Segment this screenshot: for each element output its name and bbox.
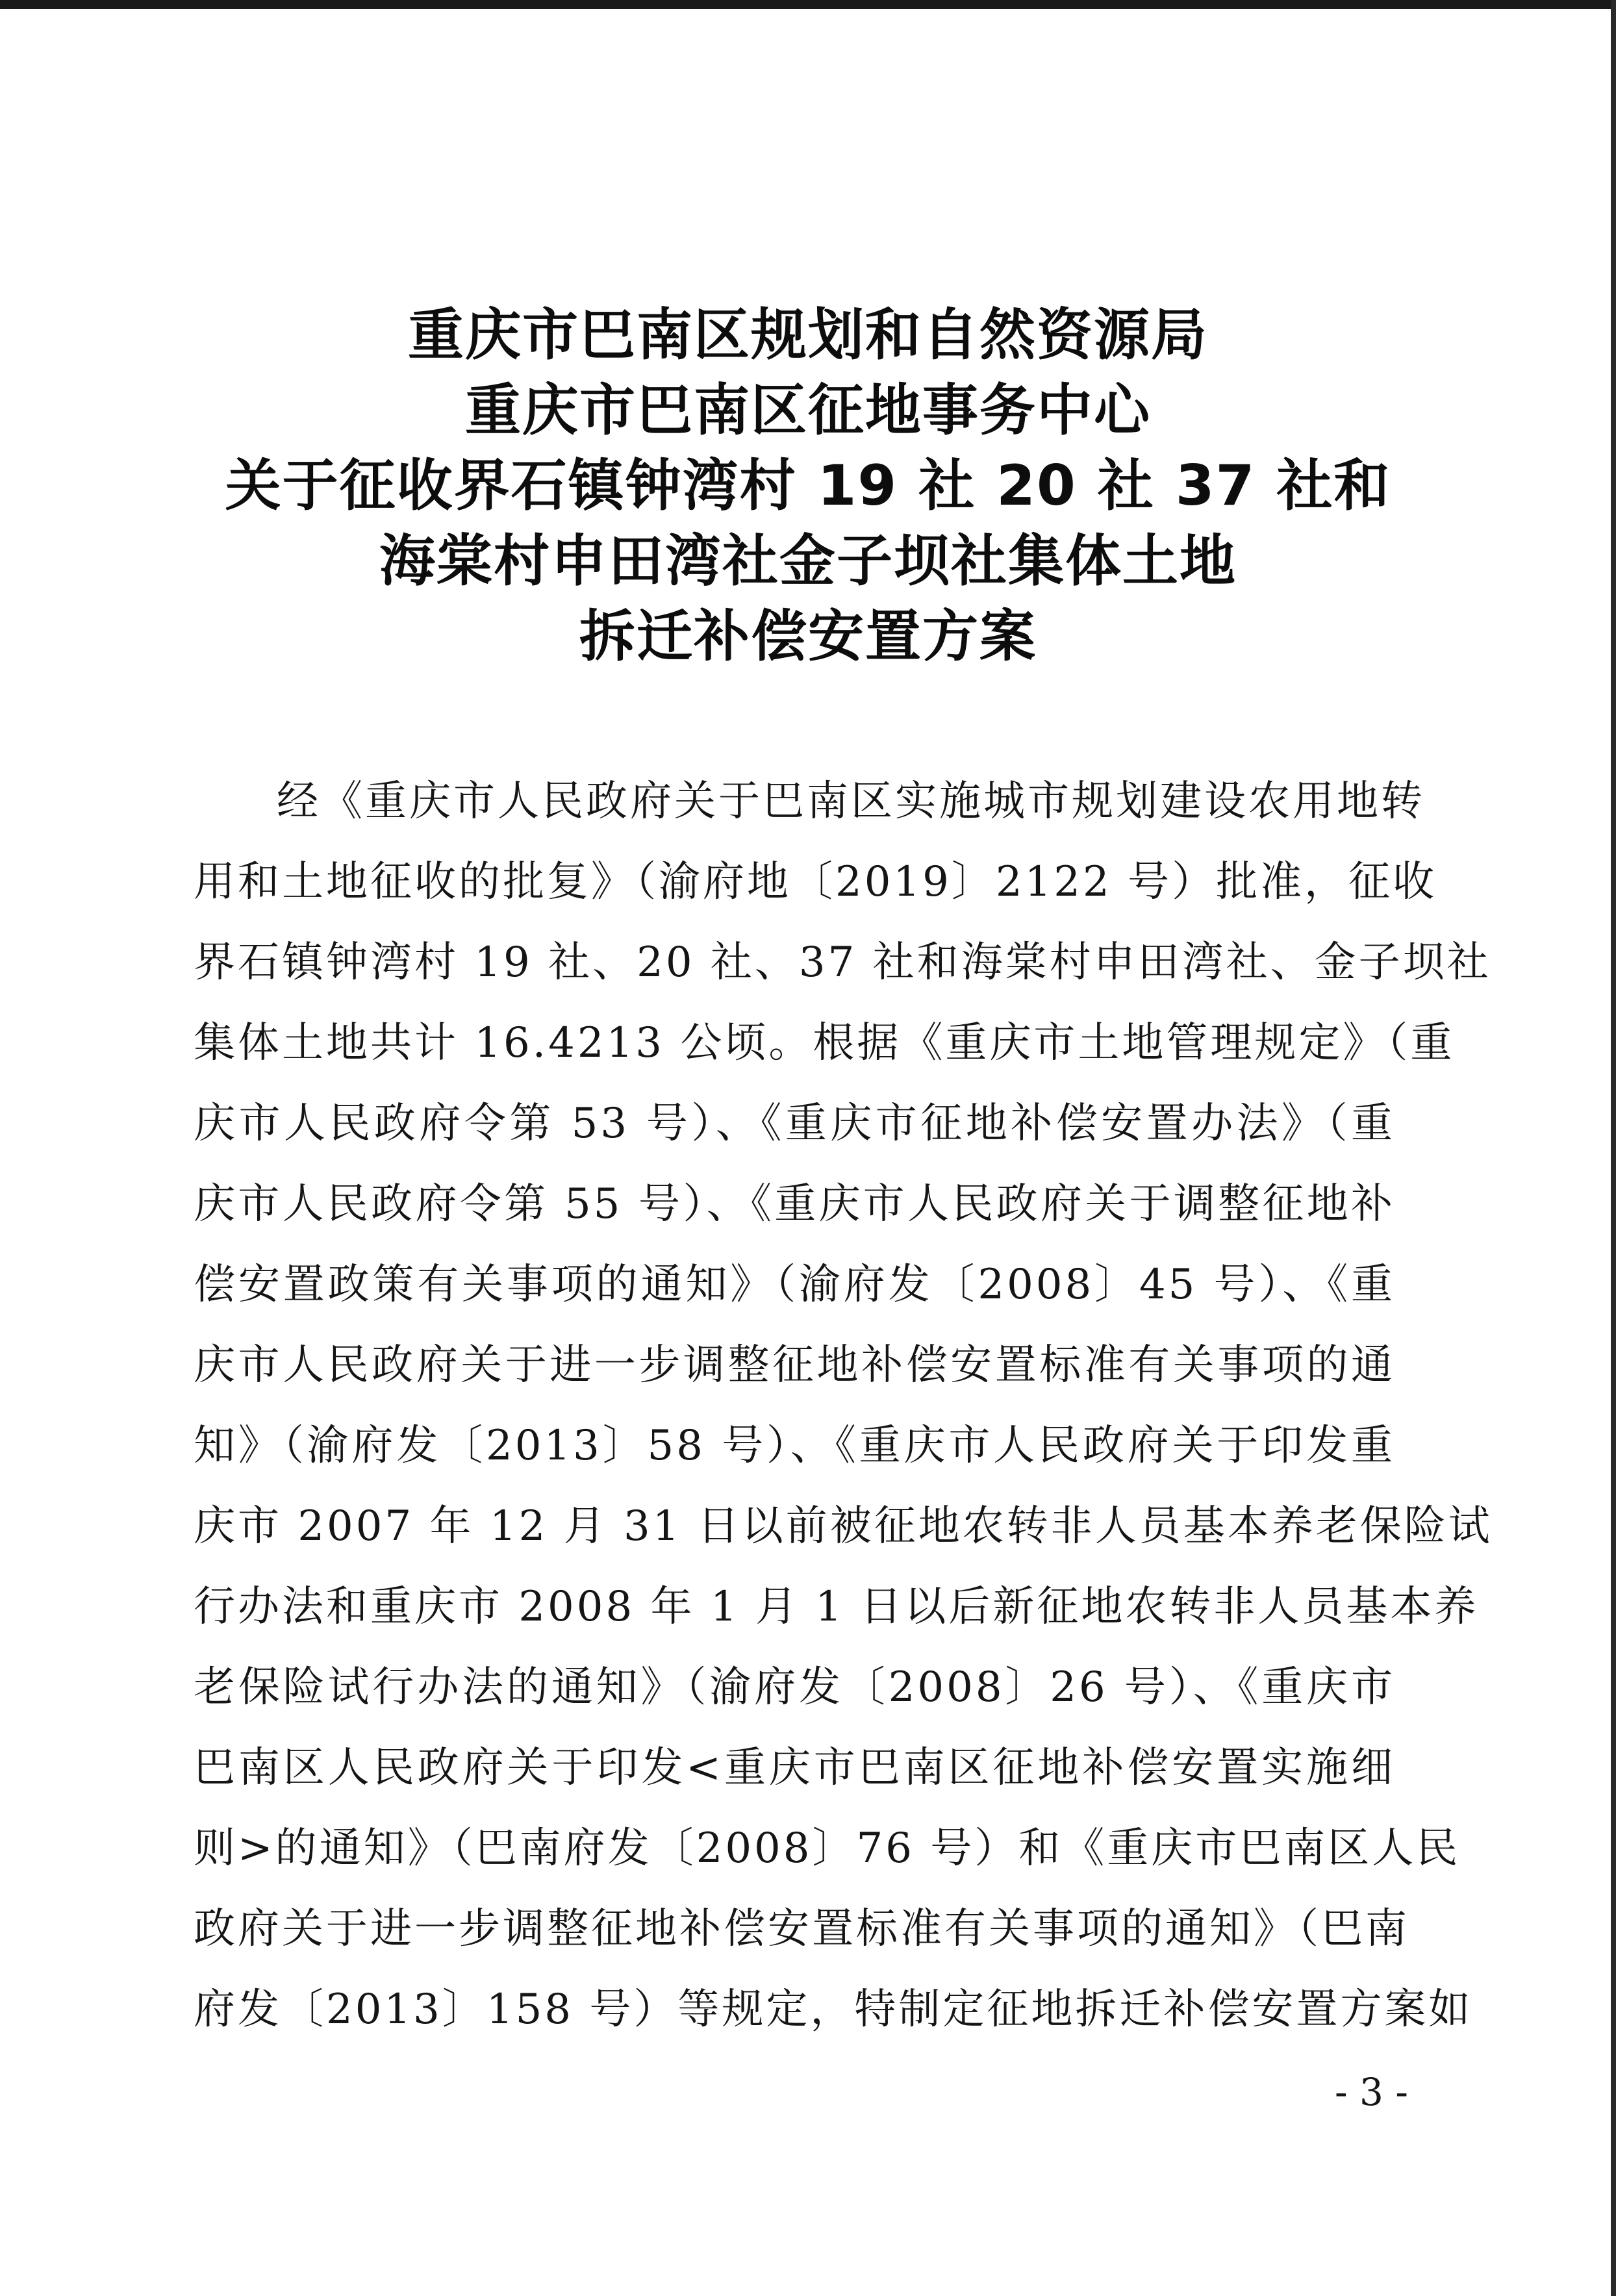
title-line-3: 关于征收界石镇钟湾村 19 社 20 社 37 社和: [225, 453, 1391, 518]
page-number: - 3 -: [1335, 2070, 1408, 2114]
body-line: 政府关于进一步调整征地补偿安置标准有关事项的通知》（巴南: [194, 1905, 1409, 1953]
body-line: 庆市人民政府令第 55 号）、《重庆市人民政府关于调整征地补: [194, 1180, 1395, 1228]
body-line: 府发〔2013〕158 号）等规定，特制定征地拆迁补偿安置方案如: [194, 1986, 1473, 2034]
document-title: [0, 297, 1616, 674]
body-line: 用和土地征收的批复》（渝府地〔2019〕2122 号）批准，征收: [194, 858, 1437, 906]
title-line-1: 重庆市巴南区规划和自然资源局: [408, 303, 1208, 368]
body-line: 行办法和重庆市 2008 年 1 月 1 日以后新征地农转非人员基本养: [194, 1583, 1479, 1631]
body-line: 庆市人民政府关于进一步调整征地补偿安置标准有关事项的通: [194, 1341, 1395, 1389]
body-line: 庆市人民政府令第 53 号）、《重庆市征地补偿安置办法》（重: [194, 1100, 1395, 1148]
body-line: 老保险试行办法的通知》（渝府发〔2008〕26 号）、《重庆市: [194, 1663, 1395, 1711]
body-line: 庆市 2007 年 12 月 31 日以前被征地农转非人员基本养老保险试: [194, 1502, 1493, 1550]
scan-edge-top: [0, 0, 1616, 9]
body-line: 界石镇钟湾村 19 社、20 社、37 社和海棠村申田湾社、金子坝社: [194, 939, 1491, 987]
body-line: 经《重庆市人民政府关于巴南区实施城市规划建设农用地转: [277, 777, 1425, 826]
body-paragraph: [194, 761, 1493, 2050]
body-line: 知》（渝府发〔2013〕58 号）、《重庆市人民政府关于印发重: [194, 1422, 1395, 1470]
title-line-4: 海棠村申田湾社金子坝社集体土地: [379, 529, 1237, 594]
title-line-2: 重庆市巴南区征地事务中心: [465, 378, 1151, 443]
body-line: 则>的通知》（巴南府发〔2008〕76 号）和《重庆市巴南区人民: [194, 1824, 1461, 1873]
body-line: 巴南区人民政府关于印发<重庆市巴南区征地补偿安置实施细: [194, 1744, 1395, 1792]
body-line: 偿安置政策有关事项的通知》（渝府发〔2008〕45 号）、《重: [194, 1261, 1395, 1309]
title-line-5: 拆迁补偿安置方案: [579, 604, 1037, 669]
body-line: 集体土地共计 16.4213 公顷。根据《重庆市土地管理规定》（重: [194, 1019, 1455, 1067]
